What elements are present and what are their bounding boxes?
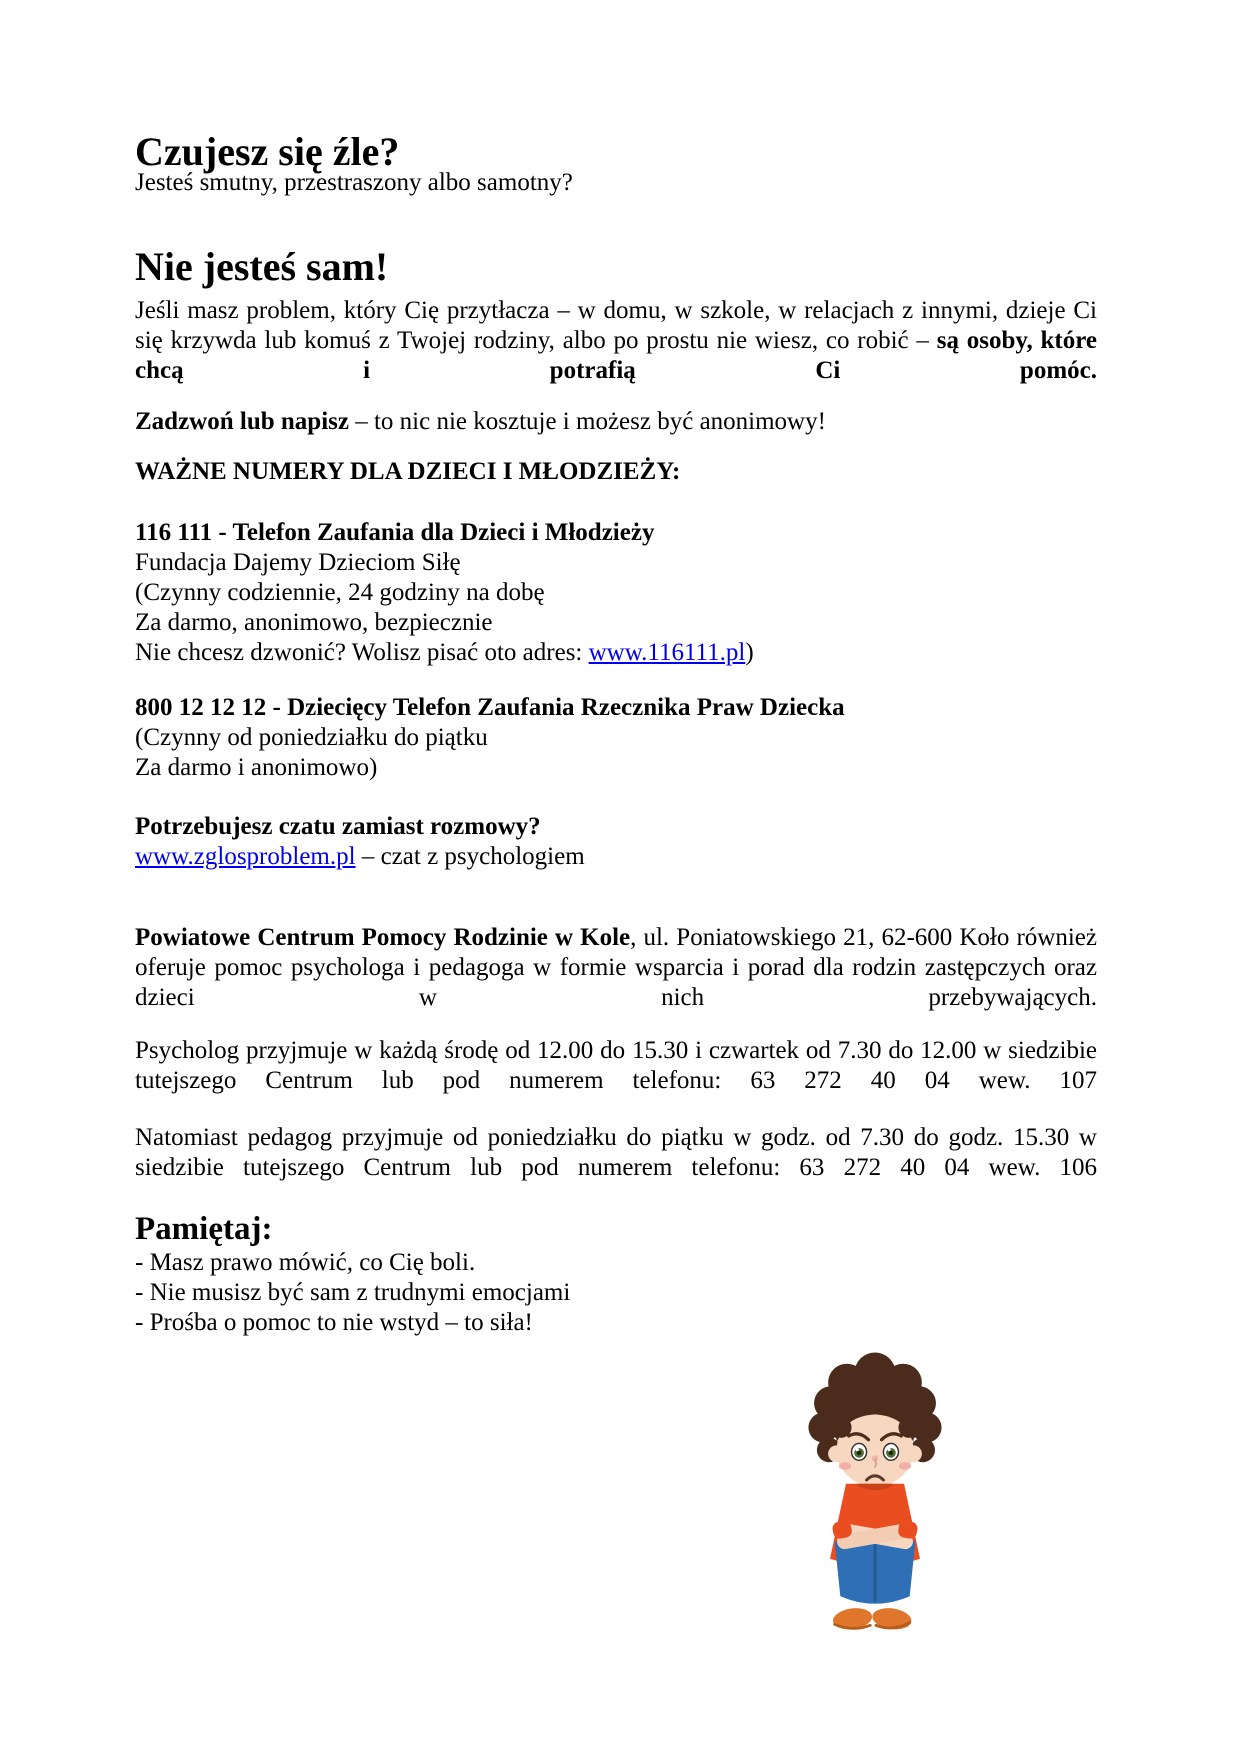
remember-item-1: - Masz prawo mówić, co Cię boli. <box>135 1249 476 1276</box>
hotline-116111-hours: (Czynny codziennie, 24 godziny na dobę <box>135 579 545 606</box>
intro-text: Jeśli masz problem, który Cię przytłacza – w domu, w szkole, w relacjach z innymi, dzieje Ci się krzywda lub komuś z Twojej rodziny, albo po prostu nie wiesz, co robić – <box>135 297 1097 354</box>
chat-link-line <box>135 842 1097 872</box>
remember-item-2: - Nie musisz być sam z trudnymi emocjami <box>135 1279 571 1306</box>
pcpr-name-bold: Powiatowe Centrum Pomocy Rodzinie w Kole <box>135 924 631 951</box>
hotline-116111-title: 116 111 - Telefon Zaufania dla Dzieci i Młodzieży <box>135 519 655 546</box>
important-numbers-heading: WAŻNE NUMERY DLA DZIECI I MŁODZIEŻY: <box>135 458 681 485</box>
pcpr-rest: , ul. Poniatowskiego 21, 62-600 Koło również oferuje pomoc psychologa i pedagoga w formie wsparcia i porad dla rodzin zastępczych oraz dzieci w nich przebywających. <box>135 924 1097 1011</box>
hotline-800121212-free: Za darmo i anonimowo) <box>135 754 378 781</box>
psychologist-schedule-paragraph: Psycholog przyjmuje w każdą środę od 12.00 do 15.30 i czwartek od 7.30 do 12.00 w siedzibie tutejszego Centrum lub pod numerem telefonu: 63 272 40 04 wew. 107 <box>135 1037 1097 1094</box>
hotline-116111-write-prefix: Nie chcesz dzwonić? Wolisz pisać oto adres: <box>135 639 589 666</box>
chat-title: Potrzebujesz czatu zamiast rozmowy? <box>135 813 541 840</box>
call-or-write-line <box>135 407 1097 437</box>
hotline-800121212-section <box>135 693 1097 783</box>
hotline-800121212-title: 800 12 12 12 - Dziecięcy Telefon Zaufania Rzecznika Praw Dziecka <box>135 694 845 721</box>
heading-not-alone: Nie jesteś sam! <box>135 244 389 289</box>
subtitle-feel-bad: Jesteś smutny, przestraszony albo samotny? <box>135 169 573 196</box>
call-or-write-bold: Zadzwoń lub napisz <box>135 408 349 435</box>
link-116111[interactable]: www.116111.pl <box>588 639 746 666</box>
link-zglosproblem[interactable]: www.zglosproblem.pl <box>135 843 356 870</box>
remember-item-3: - Prośba o pomoc to nie wstyd – to siła! <box>135 1309 533 1336</box>
hotline-116111-write-suffix: ) <box>745 639 754 666</box>
heading-feel-bad: Czujesz się źle? <box>135 129 400 174</box>
chat-section <box>135 812 1097 872</box>
pedagogue-schedule-paragraph: Natomiast pedagog przyjmuje od poniedziałku do piątku w godz. od 7.30 do godz. 15.30 w siedzibie tutejszego Centrum lub pod numerem telefonu: 63 272 40 04 wew. 106 <box>135 1124 1097 1181</box>
sad-child-icon <box>795 1345 955 1645</box>
remember-title: Pamiętaj: <box>135 1211 273 1247</box>
hotline-116111-foundation: Fundacja Dajemy Dzieciom Siłę <box>135 549 461 576</box>
hotline-116111-section <box>135 518 1097 668</box>
sad-child-illustration <box>795 1345 955 1645</box>
intro-bold-text: są osoby, które chcą i potrafią Ci pomóc. <box>135 327 1097 384</box>
hotline-116111-write-line <box>135 638 1097 668</box>
hotline-800121212-hours: (Czynny od poniedziałku do piątku <box>135 724 488 751</box>
pcpr-paragraph <box>135 923 1097 1043</box>
hotline-116111-free: Za darmo, anonimowo, bezpiecznie <box>135 609 493 636</box>
intro-paragraph <box>135 296 1097 416</box>
chat-link-suffix: – czat z psychologiem <box>355 843 585 870</box>
remember-section <box>135 1210 1097 1338</box>
call-or-write-rest: – to nic nie kosztuje i możesz być anonimowy! <box>348 408 826 435</box>
